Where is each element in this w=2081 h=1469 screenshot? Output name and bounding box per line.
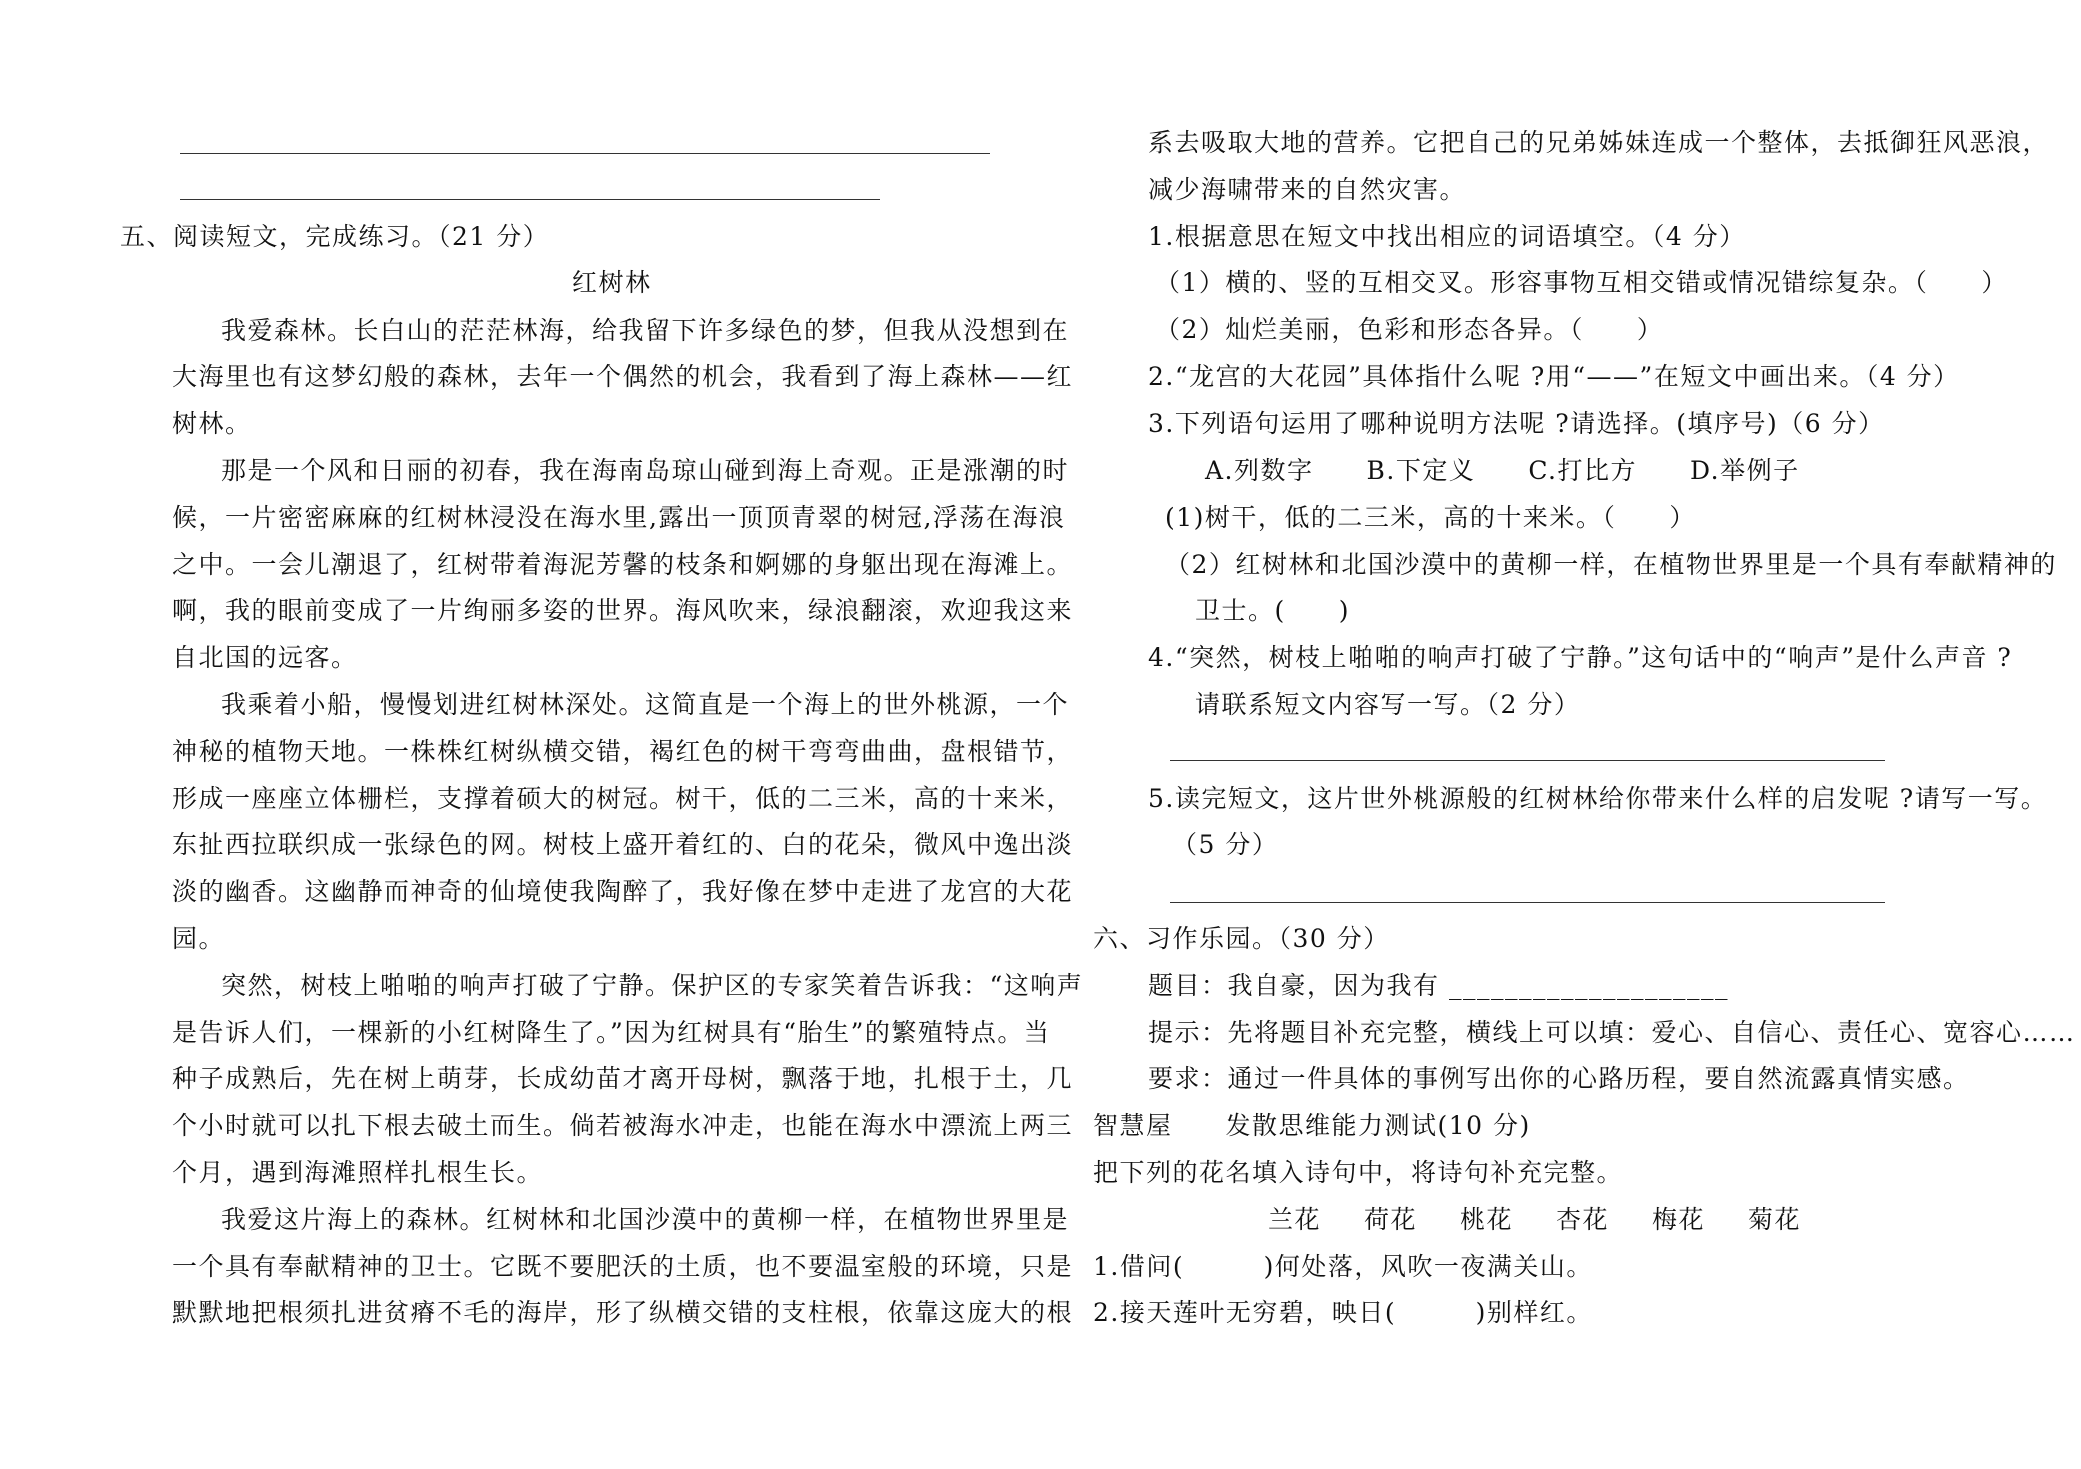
- flower-item: 菊花: [1748, 1205, 1802, 1234]
- passage-line: 默默地把根须扎进贫瘠不毛的海岸，形了纵横交错的支柱根，依靠这庞大的根: [172, 1298, 1074, 1327]
- question-1-item-2: （2）灿烂美丽，色彩和形态各异。（ ）: [1155, 315, 1664, 344]
- question-3-item-2-cont: 卫士。( ): [1195, 596, 1351, 625]
- question-3-options: A.列数字 B.下定义 C.打比方 D.举例子: [1205, 456, 1800, 485]
- composition-requirement: 要求：通过一件具体的事例写出你的心路历程，要自然流露真情实感。: [1148, 1064, 1970, 1093]
- composition-hint: 提示：先将题目补充完整，横线上可以填：爱心、自信心、责任心、宽容心……: [1148, 1018, 2076, 1047]
- passage-line: 我乘着小船，慢慢划进红树林深处。这简直是一个海上的世外桃源，一个: [221, 690, 1070, 719]
- passage-line: 系去吸取大地的营养。它把自己的兄弟姊妹连成一个整体，去抵御狂风恶浪，: [1148, 128, 2050, 157]
- passage-line: 种子成熟后，先在树上萌芽，长成幼苗才离开母树，飘落于地，扎根于土，几: [172, 1064, 1074, 1093]
- passage-line: 突然，树枝上啪啪的响声打破了宁静。保护区的专家笑着告诉我：“这响声: [221, 971, 1084, 1000]
- bonus-instruction: 把下列的花名填入诗句中，将诗句补充完整。: [1093, 1158, 1624, 1187]
- passage-line: 大海里也有这梦幻般的森林，去年一个偶然的机会，我看到了海上森林——红: [172, 362, 1074, 391]
- flower-item: 梅花: [1652, 1205, 1706, 1234]
- question-1-item-1: （1）横的、竖的互相交叉。形容事物互相交错或情况错综复杂。（ ）: [1155, 268, 2008, 297]
- passage-line: 我爱这片海上的森林。红树林和北国沙漠中的黄柳一样，在植物世界里是: [221, 1205, 1070, 1234]
- passage-line: 那是一个风和日丽的初春，我在海南岛琼山碰到海上奇观。正是涨潮的时: [221, 456, 1070, 485]
- passage-line: 啊，我的眼前变成了一片绚丽多姿的世界。海风吹来，绿浪翻滚，欢迎我这来: [172, 596, 1074, 625]
- question-5-cont: （5 分）: [1172, 830, 1279, 859]
- passage-title: 红树林: [572, 268, 652, 297]
- composition-topic: 题目：我自豪，因为我有 ____________________: [1148, 971, 1729, 1000]
- passage-line: 个月，遇到海滩照样扎根生长。: [172, 1158, 544, 1187]
- passage-line: 园。: [172, 924, 226, 953]
- bonus-title: 智慧屋 发散思维能力测试(10 分): [1093, 1111, 1531, 1140]
- poem-line-1: 1.借问( )何处落，风吹一夜满关山。: [1093, 1252, 1593, 1281]
- question-5: 5.读完短文，这片世外桃源般的红树林给你带来什么样的启发呢 ?请写一写。: [1148, 784, 2048, 813]
- passage-line: 神秘的植物天地。一株株红树纵横交错，褐红色的树干弯弯曲曲，盘根错节，: [172, 737, 1074, 766]
- passage-line: 一个具有奉献精神的卫士。它既不要肥沃的土质，也不要温室般的环境，只是: [172, 1252, 1074, 1281]
- flower-item: 荷花: [1364, 1205, 1418, 1234]
- question-4: 4.“突然，树枝上啪啪的响声打破了宁静。”这句话中的“响声”是什么声音 ?: [1148, 643, 2013, 672]
- passage-line: 形成一座座立体栅栏，支撑着硕大的树冠。树干，低的二三米，高的十来米，: [172, 784, 1074, 813]
- section-6-title: 六、习作乐园。（30 分）: [1093, 924, 1390, 953]
- question-4-cont: 请联系短文内容写一写。（2 分）: [1195, 690, 1581, 719]
- passage-line: 个小时就可以扎下根去破土而生。倘若被海水冲走，也能在海水中漂流上两三: [172, 1111, 1074, 1140]
- answer-line-q5: [1170, 902, 1885, 903]
- passage-line: 自北国的远客。: [172, 643, 358, 672]
- passage-line: 是告诉人们，一棵新的小红树降生了。”因为红树具有“胎生”的繁殖特点。当: [172, 1018, 1051, 1047]
- passage-line: 之中。一会儿潮退了，红树带着海泥芳馨的枝条和婀娜的身躯出现在海滩上。: [172, 550, 1074, 579]
- poem-line-2: 2.接天莲叶无穷碧，映日( )别样红。: [1093, 1298, 1593, 1327]
- section-5-title: 五、阅读短文，完成练习。（21 分）: [120, 222, 550, 251]
- question-3: 3.下列语句运用了哪种说明方法呢 ?请选择。(填序号)（6 分）: [1148, 409, 1885, 438]
- question-2: 2.“龙宫的大花园”具体指什么呢 ?用“——”在短文中画出来。（4 分）: [1148, 362, 1960, 391]
- passage-line: 淡的幽香。这幽静而神奇的仙境使我陶醉了，我好像在梦中走进了龙宫的大花: [172, 877, 1074, 906]
- answer-line-q4: [1170, 760, 1885, 761]
- flower-item: 杏花: [1556, 1205, 1610, 1234]
- flower-item: 兰花: [1268, 1205, 1322, 1234]
- question-1: 1.根据意思在短文中找出相应的词语填空。（4 分）: [1148, 222, 1746, 251]
- question-3-item-2: （2）红树林和北国沙漠中的黄柳一样，在植物世界里是一个具有奉献精神的: [1165, 550, 2057, 579]
- flower-item: 桃花: [1460, 1205, 1514, 1234]
- passage-line: 候，一片密密麻麻的红树林浸没在海水里,露出一顶顶青翠的树冠,浮荡在海浪: [172, 503, 1066, 532]
- passage-line: 我爱森林。长白山的茫茫林海，给我留下许多绿色的梦，但我从没想到在: [221, 316, 1070, 345]
- passage-line: 东扯西拉联织成一张绿色的网。树枝上盛开着红的、白的花朵，微风中逸出淡: [172, 830, 1074, 859]
- answer-line-top-2: [180, 199, 880, 200]
- answer-line-top-1: [180, 153, 990, 154]
- passage-line: 减少海啸带来的自然灾害。: [1148, 175, 1467, 204]
- passage-line: 树林。: [172, 409, 252, 438]
- question-3-item-1: (1)树干，低的二三米，高的十来米。（ ）: [1165, 503, 1696, 532]
